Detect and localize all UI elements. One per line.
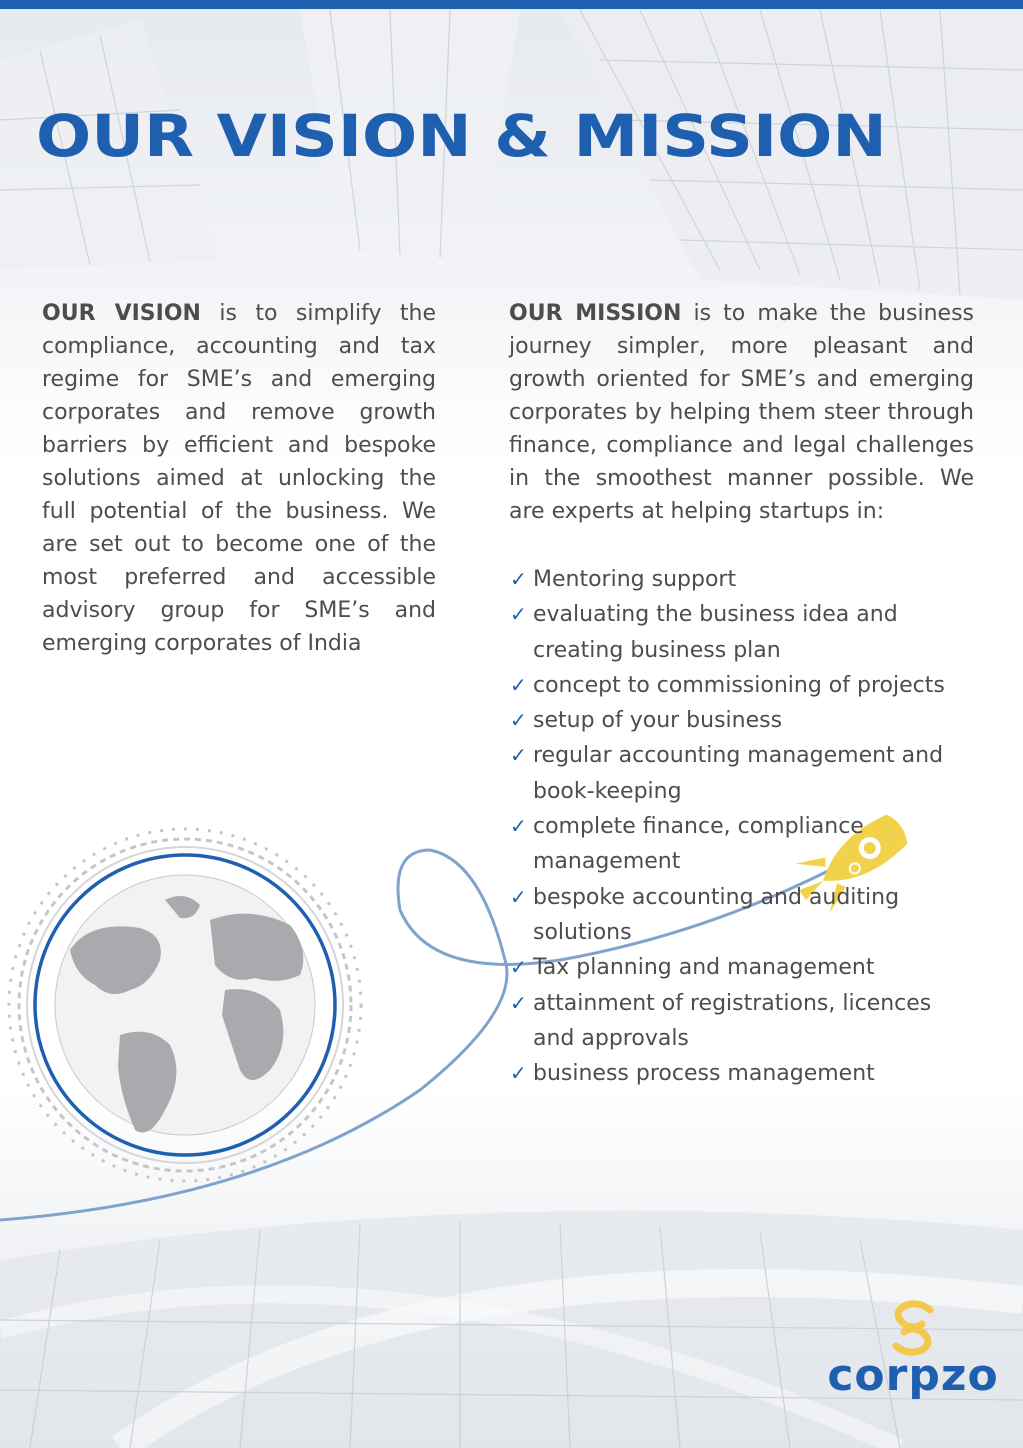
checkmark-icon: ✓ bbox=[510, 672, 527, 697]
checkmark-icon: ✓ bbox=[510, 708, 527, 733]
brand-name: corpzo bbox=[827, 1350, 999, 1401]
page-title: OUR VISION & MISSION bbox=[36, 102, 887, 170]
mission-services-list bbox=[510, 562, 970, 1091]
checkmark-icon: ✓ bbox=[510, 567, 527, 591]
vision-lead: OUR VISION bbox=[42, 301, 201, 326]
vision-text: is to simplify the compliance, accounting and tax regime for SME’s and emerging corporates and remove growth barriers by efficient and bespoke solutions aimed at unlocking the full potential of the business. We are set out to become one of the most preferred and accessible advisory group for SME’s and emerging corporates of India bbox=[42, 301, 437, 656]
checkmark-icon: ✓ bbox=[510, 990, 527, 1015]
list-item: ✓ setup of your business bbox=[510, 703, 970, 738]
list-item: ✓ attainment of registrations, licences and approvals bbox=[510, 986, 970, 1057]
checkmark-icon: ✓ bbox=[510, 1061, 527, 1086]
checkmark-icon: ✓ bbox=[510, 602, 527, 627]
corpzo-emblem-icon bbox=[818, 1298, 1008, 1358]
checkmark-icon: ✓ bbox=[510, 814, 527, 839]
list-item: ✓ Tax planning and management bbox=[510, 950, 970, 985]
list-item: ✓ concept to commissioning of projects bbox=[510, 668, 970, 703]
checkmark-icon: ✓ bbox=[510, 743, 527, 768]
top-accent-bar bbox=[0, 0, 1023, 9]
checkmark-icon: ✓ bbox=[510, 955, 527, 980]
mission-lead: OUR MISSION bbox=[509, 301, 682, 326]
list-item: ✓ Mentoring support bbox=[510, 562, 970, 597]
list-item: ✓ bespoke accounting and auditing solutions bbox=[510, 880, 970, 951]
mission-text: is to make the business journey simpler, more pleasant and growth oriented for SME’s and emerging corporates by helping them steer through finance, compliance and legal challenges in the smoothest manner possible. We are experts at helping startups in: bbox=[509, 301, 974, 524]
list-item: ✓ evaluating the business idea and creating business plan bbox=[510, 597, 970, 668]
vision-paragraph bbox=[42, 297, 436, 660]
list-item: ✓ business process management bbox=[510, 1056, 970, 1091]
checkmark-icon: ✓ bbox=[510, 884, 527, 909]
list-item: ✓ complete finance, compliance management bbox=[510, 809, 970, 880]
corpzo-logo bbox=[818, 1298, 1008, 1418]
mission-paragraph bbox=[509, 297, 974, 528]
list-item: ✓ regular accounting management and book-keeping bbox=[510, 738, 970, 809]
